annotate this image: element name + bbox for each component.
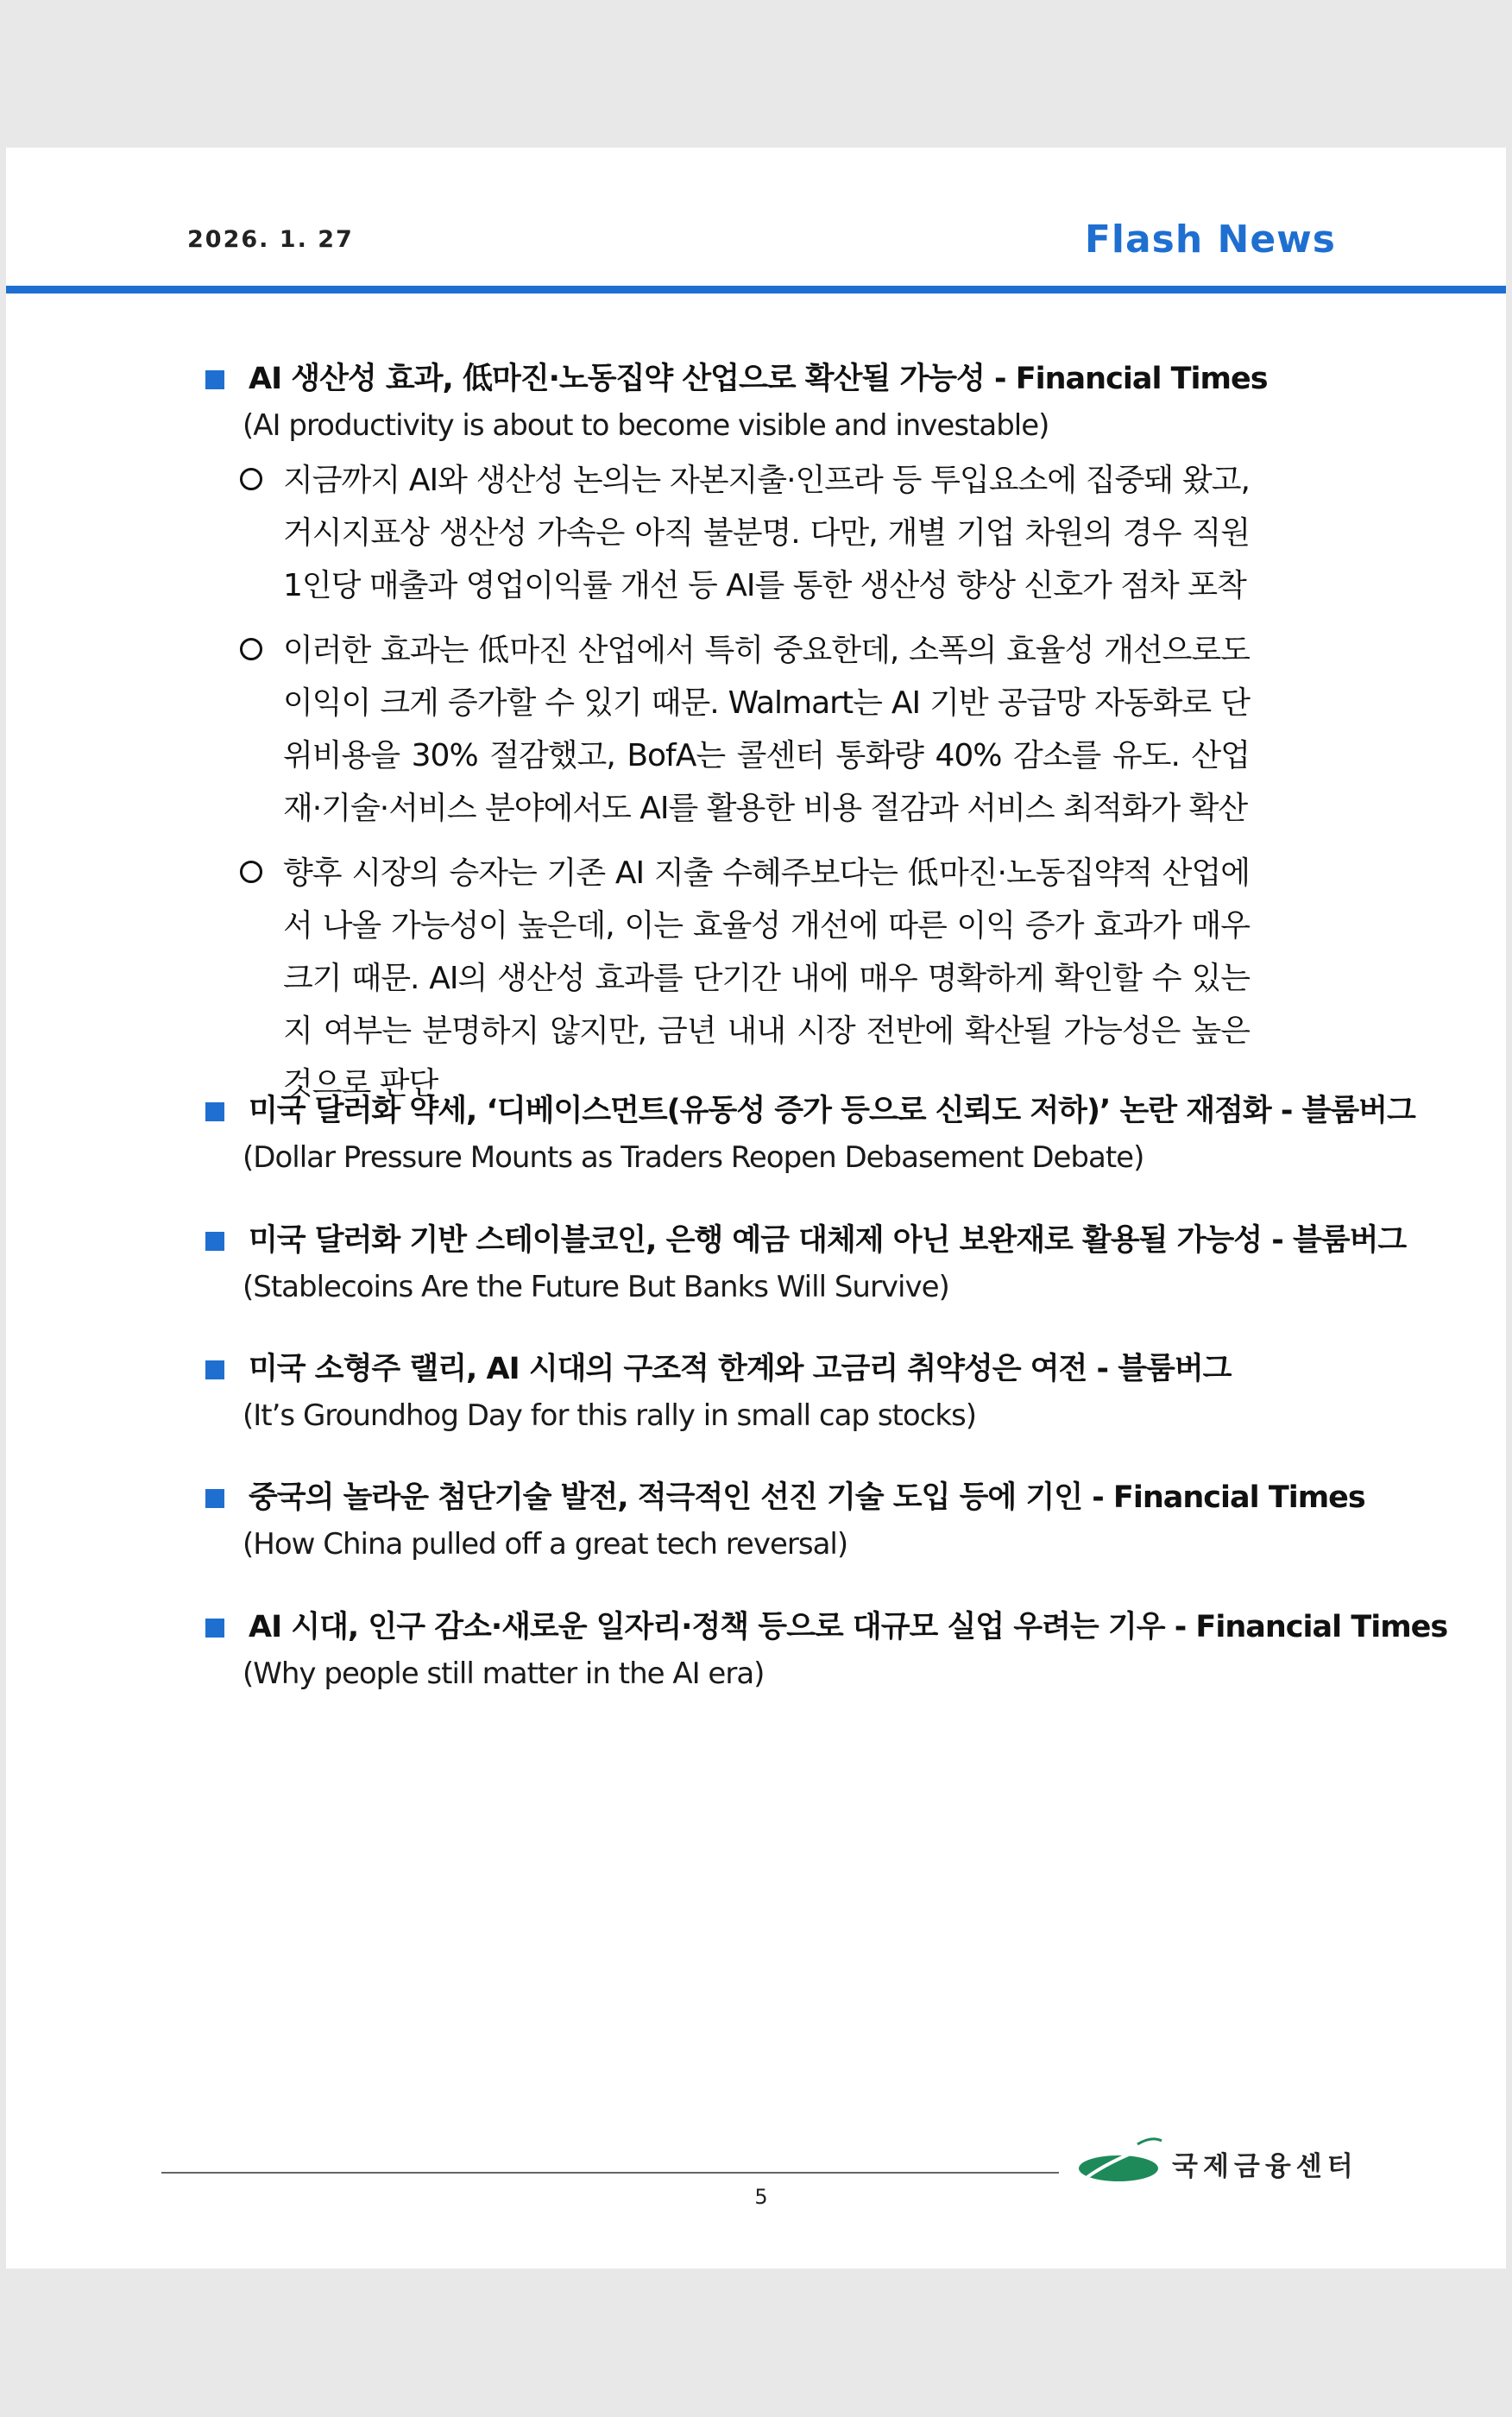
news-paragraph (202, 624, 1250, 835)
square-bullet-icon (205, 1619, 224, 1638)
report-title: Flash News (1084, 218, 1336, 262)
paragraph-text: 향후 시장의 승자는 기존 AI 지출 수혜주보다는 低마진·노동집약적 산업에서 나올 가능성이 높은데, 이는 효율성 개선에 따른 이익 증가 효과가 매우 크기 때문. AI의 생산성 효과를 단기간 내에 매우 명확하게 확인할 수 있는지 여부는 분명하지 않지만, 금년 내내 시장 전반에 확산될 가능성은 높은 것으로 판단 (283, 855, 1250, 1101)
organization-logo (1077, 2136, 1358, 2187)
news-item-3 (202, 1219, 1407, 1312)
square-bullet-icon (205, 1232, 224, 1251)
headline-text: 미국 달러화 약세, ‘디베이스먼트(유동성 증가 등으로 신뢰도 저하)’ 논란 재점화 - 블룸버그 (249, 1094, 1415, 1128)
news-paragraph (202, 847, 1250, 1110)
news-item-1 (202, 357, 1341, 1110)
page-number: 5 (754, 2185, 768, 2209)
news-subtitle: (Stablecoins Are the Future But Banks Will Survive) (243, 1270, 949, 1304)
news-item-2 (202, 1089, 1415, 1183)
news-item-4 (202, 1347, 1341, 1441)
news-paragraph (202, 454, 1250, 612)
circle-bullet-icon (240, 638, 262, 660)
news-item-5 (202, 1476, 1365, 1569)
news-headline (202, 357, 1341, 401)
news-subtitle: (How China pulled off a great tech reversal) (243, 1527, 848, 1562)
news-headline (202, 1089, 1415, 1133)
square-bullet-icon (205, 370, 224, 389)
header-rule (6, 286, 1506, 293)
circle-bullet-icon (240, 861, 262, 883)
paragraph-text: 이러한 효과는 低마진 산업에서 특히 중요한데, 소폭의 효율성 개선으로도 이익이 크게 증가할 수 있기 때문. Walmart는 AI 기반 공급망 자동화로 단위비용을 30% 절감했고, BofA는 콜센터 통화량 40% 감소를 유도. 산업재·기술·서비스 분야에서도 AI를 활용한 비용 절감과 서비스 최적화가 확산 (283, 633, 1250, 826)
square-bullet-icon (205, 1360, 224, 1379)
headline-text: AI 생산성 효과, 低마진·노동집약 산업으로 확산될 가능성 - Financial Times (249, 362, 1268, 396)
headline-text: 중국의 놀라운 첨단기술 발전, 적극적인 선진 기술 도입 등에 기인 - Financial Times (249, 1480, 1365, 1515)
news-subtitle: (AI productivity is about to become visible and investable) (243, 408, 1049, 443)
headline-text: 미국 소형주 랠리, AI 시대의 구조적 한계와 고금리 취약성은 여전 - 블룸버그 (249, 1352, 1232, 1386)
news-subtitle: (Dollar Pressure Mounts as Traders Reopen Debasement Debate) (243, 1140, 1144, 1175)
news-subtitle: (Why people still matter in the AI era) (243, 1657, 765, 1691)
square-bullet-icon (205, 1102, 224, 1121)
footer-rule (161, 2172, 1059, 2174)
square-bullet-icon (205, 1489, 224, 1508)
headline-text: AI 시대, 인구 감소·새로운 일자리·정책 등으로 대규모 실업 우려는 기우 - Financial Times (249, 1610, 1448, 1644)
news-headline (202, 1476, 1365, 1519)
leaf-logo-icon (1077, 2136, 1163, 2187)
news-item-6 (202, 1606, 1448, 1699)
organization-name: 국제금융센터 (1172, 2151, 1358, 2182)
headline-text: 미국 달러화 기반 스테이블코인, 은행 예금 대체제 아닌 보완재로 활용될 가능성 - 블룸버그 (249, 1223, 1407, 1258)
circle-bullet-icon (240, 468, 262, 490)
news-headline (202, 1606, 1448, 1649)
paragraph-text: 지금까지 AI와 생산성 논의는 자본지출·인프라 등 투입요소에 집중돼 왔고, 거시지표상 생산성 가속은 아직 불분명. 다만, 개별 기업 차원의 경우 직원 1인당 매출과 영업이익률 개선 등 AI를 통한 생산성 향상 신호가 점차 포착 (283, 463, 1250, 603)
report-date: 2026. 1. 27 (187, 226, 354, 253)
news-headline (202, 1219, 1407, 1262)
news-subtitle: (It’s Groundhog Day for this rally in small cap stocks) (243, 1398, 977, 1433)
news-headline (202, 1347, 1341, 1391)
